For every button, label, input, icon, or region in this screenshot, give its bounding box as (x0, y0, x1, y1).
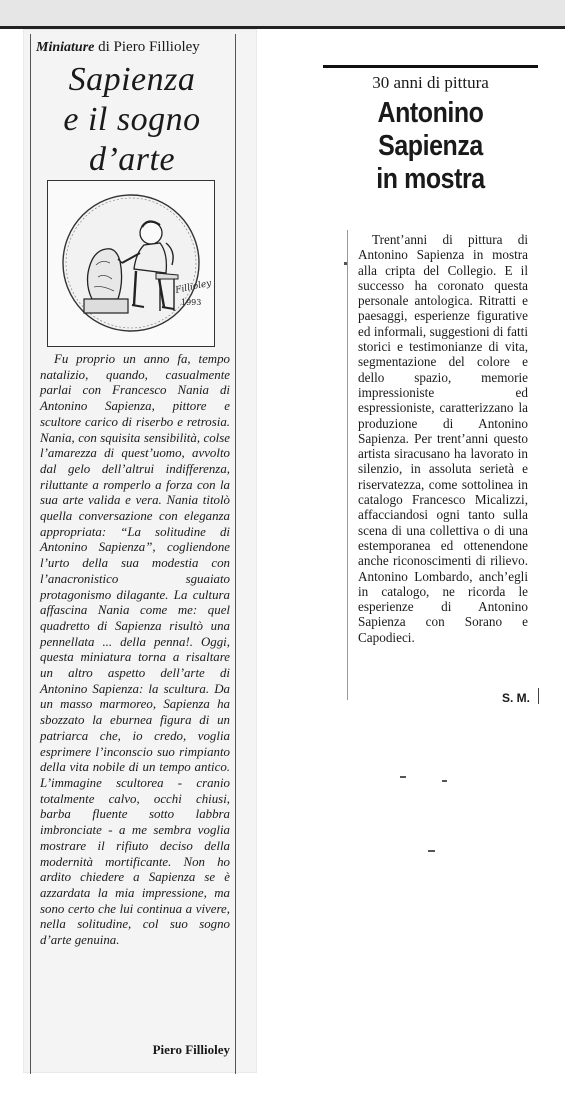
right-column-rule (235, 34, 236, 1074)
rubric-label: Miniature (36, 40, 95, 55)
scan-speck (442, 780, 447, 782)
scan-speck (428, 850, 435, 852)
margin-mark (538, 688, 539, 704)
viewer-top-bar (0, 0, 565, 29)
right-signature: S. M. (501, 691, 530, 705)
scan-speck (400, 776, 406, 778)
headline-line: e il sogno (63, 101, 201, 138)
right-article-body: Trent’anni di pittura di Antonino Sapienza in mostra alla cripta del Collegio. E il successo ha coronato questa personale antologica. Ritratti e paesaggi, esperienze figurative ed informali, suggestioni di fatti storici e testimonianze di vita, segmentazione del colore e dello spazio, memorie impressioniste ed espressioniste, caratterizzano la produzione di Antonino Sapienza. Per trent’anni questo artista siracusano ha lavorato in silenzio, in assoluta serietà e riservatezza, come sottolinea in catalogo Francesco Micalizzi, affacciandosi ogni tanto sulla scena di una collettiva o di una estemporanea ed ottenendone anche riconoscimenti di rilievo. Antonino Lombardo, anch’egli in catalogo, ne ricorda le esperienze di Antonino Sapienza con Sorano e Capodieci. (358, 232, 528, 645)
headline-line: d’arte (88, 141, 176, 178)
right-column-gutter (347, 230, 348, 700)
svg-text:1993: 1993 (181, 298, 202, 307)
right-headline (338, 97, 523, 196)
left-kicker (36, 38, 236, 57)
headline-line: in mostra (376, 163, 485, 195)
headline-line: Antonino (377, 97, 484, 129)
left-article-body: Fu proprio un anno fa, tempo natalizio, quando, casualmente parlai con Francesco Nania di Antonino Sapienza, pittore e scultore carico di riserbo e retrosia. Nania, con squisita sensibilità, colse l’amarezza di quest’uomo, avvolto dal gelo dell’altrui indifferenza, riluttante a romperlo a forza con la sua arte valida e vera. Nania titolò quella conversazione con eleganza appropriata: “La solitudine di Antonino Sapienza”, cogliendone l’urto della sua modestia con l’anacronistico sguaiato protagonismo dilagante. La cultura affascina Nania come me: quel quadretto di Sapienza risultò una pennellata ... della penna!. Oggi, questa miniatura torna a risaltare un altro aspetto dell’arte di Antonino Sapienza: la scultura. Da un masso marmoreo, Sapienza ha sbozzato la eburnea figura di un patriarca che, io credo, voglia esprimere l’inconscio suo rimpianto della vita nobile di un tempo antico. L’immagine scultorea - cranio totalmente calvo, occhi chiusi, barba fluente sotto labbra imbronciate - a me sembra voglia mostrare il rifiuto deciso della modernità mortificante. Non ho ardito chiedere a Sapienza se è azzardata la mia impressione, ma sono certo che lui continua a vivere, nella solitudine, col suo sogno d’arte genuina. (40, 352, 230, 948)
headline-line: Sapienza (378, 130, 483, 162)
left-headline (32, 60, 232, 180)
sculptor-illustration (47, 180, 215, 347)
left-signature: Piero Fillioley (152, 1042, 230, 1057)
svg-text:Fillioley: Fillioley (174, 278, 213, 296)
left-column-rule (30, 34, 31, 1074)
sculptor-drawing (48, 181, 214, 346)
byline: di Piero Fillioley (94, 39, 200, 55)
headline-line: Sapienza (68, 61, 196, 98)
scan-speck (344, 262, 347, 265)
right-kicker: 30 anni di pittura (372, 73, 489, 92)
right-top-rule (323, 65, 538, 68)
